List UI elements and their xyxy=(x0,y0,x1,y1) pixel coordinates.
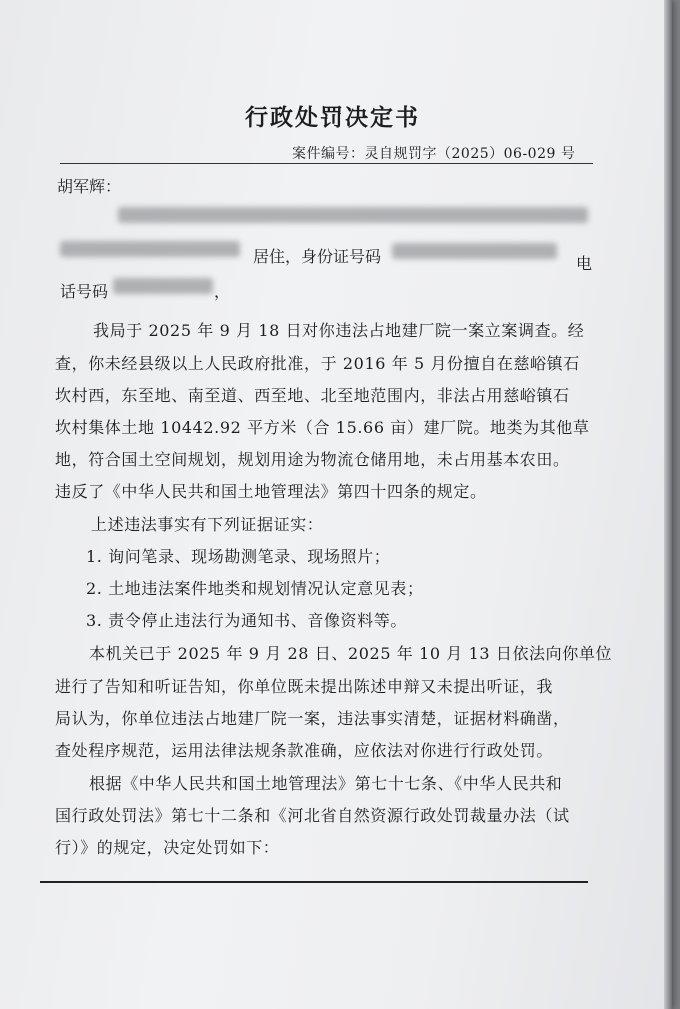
paragraph-line: 上述违法事实有下列证据证实： xyxy=(91,515,324,534)
evidence-item: 3. 责令停止违法行为通知书、音像资料等。 xyxy=(86,611,407,630)
evidence-item: 1. 询问笔录、现场勘测笔录、现场照片； xyxy=(86,547,391,566)
page-edge-shadow xyxy=(664,0,672,1009)
paragraph-line: 行）》的规定，决定处罚如下： xyxy=(55,838,280,857)
phone-label-start: 电 xyxy=(576,254,593,273)
addressee: 胡军辉： xyxy=(57,177,122,196)
redacted-address-2 xyxy=(60,241,240,257)
paragraph-line: 坎村集体土地 10442.92 平方米（合 15.66 亩）建厂院。地类为其他草 xyxy=(55,418,590,437)
paragraph-line: 我局于 2025 年 9 月 18 日对你违法占地建厂院一案立案调查。经 xyxy=(93,321,585,340)
redacted-phone-number xyxy=(113,278,213,294)
footer-rule xyxy=(40,881,588,883)
paragraph-line: 查处程序规范，运用法律法规条款准确，应依法对你进行行政处罚。 xyxy=(55,741,554,760)
paragraph-line: 根据《中华人民共和国土地管理法》第七十七条、《中华人民共和 xyxy=(89,774,563,793)
phone-comma: ， xyxy=(214,282,231,301)
phone-label: 话号码 xyxy=(60,282,109,301)
paragraph-line: 国行政处罚法》第七十二条和《河北省自然资源行政处罚裁量办法（试 xyxy=(55,806,570,825)
residence-label: 居住，身份证号码 xyxy=(253,247,382,266)
document-title: 行政处罚决定书 xyxy=(245,104,420,131)
paragraph-line: 坎村西，东至地、南至道、西至地、北至地范围内，非法占用慈峪镇石 xyxy=(55,386,570,405)
header-rule xyxy=(60,163,593,164)
paragraph-line: 违反了《中华人民共和国土地管理法》第四十四条的规定。 xyxy=(55,482,487,501)
redacted-id-number xyxy=(392,243,557,259)
paragraph-line: 局认为，你单位违法占地建厂院一案，违法事实清楚，证据材料确凿， xyxy=(55,709,570,728)
redacted-address xyxy=(118,207,588,223)
paragraph-line: 进行了告知和听证告知，你单位既未提出陈述申辩又未提出听证，我 xyxy=(55,677,554,696)
paragraph-line: 查，你未经县级以上人民政府批准，于 2016 年 5 月份擅自在慈峪镇石 xyxy=(55,354,580,373)
evidence-item: 2. 土地违法案件地类和规划情况认定意见表； xyxy=(86,579,424,598)
paragraph-line: 本机关已于 2025 年 9 月 28 日、2025 年 10 月 13 日依法向你单位 xyxy=(89,644,613,663)
case-number: 案件编号：灵自规罚字（2025）06-029 号 xyxy=(292,146,576,162)
paragraph-line: 地，符合国土空间规划，规划用途为物流仓储用地，未占用基本农田。 xyxy=(55,450,570,469)
